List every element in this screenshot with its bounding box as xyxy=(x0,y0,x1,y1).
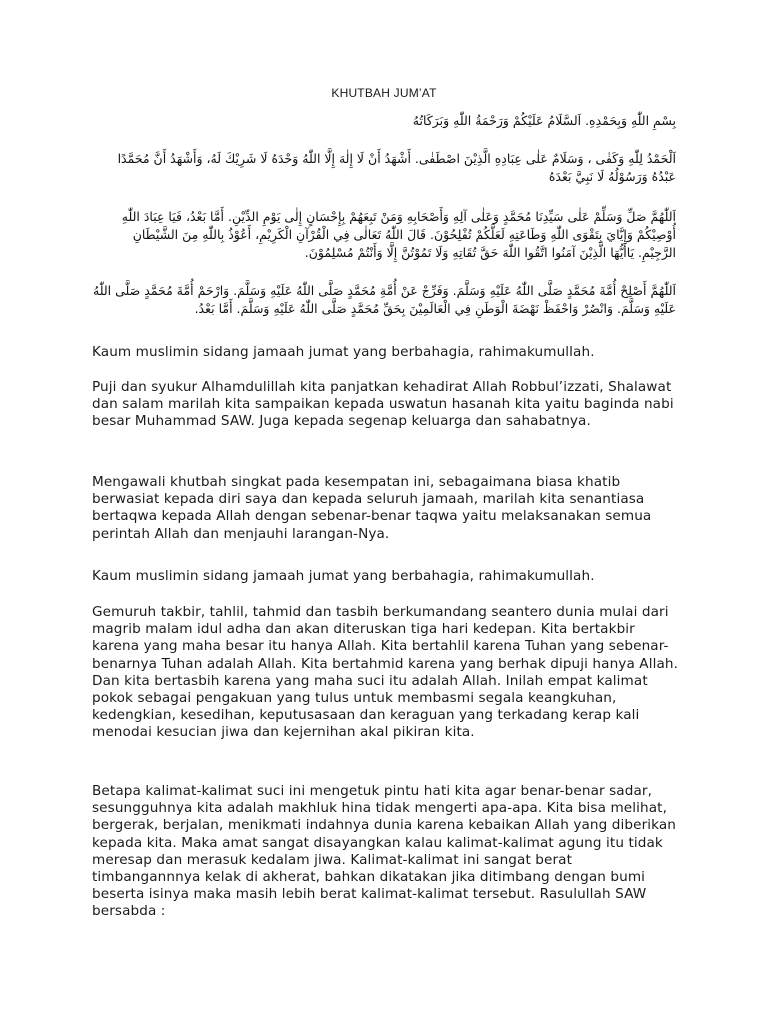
paragraph: Puji dan syukur Alhamdulillah kita panjatkan kehadirat Allah Robbul’izzati, Shalawat dan salam marilah kita sampaikan kepada uswatun hasanah kita yaitu baginda nabi besar Muhammad SAW. Juga kepada segenap keluarga dan sahabatnya. xyxy=(92,379,674,430)
arabic-shalawat: اَللّٰهُمَّ صَلِّ وَسَلِّمْ عَلٰى سَيِّدِنَا مُحَمَّدٍ وَعَلٰى آلِهِ وَأَصْحَابِهِ وَمَنْ تَبِعَهُمْ بِإِحْسَانٍ إِلٰى يَوْمِ الدِّيْنِ. أَمَّا بَعْدُ، فَيَا عِبَادَ اللّٰهِ أُوْصِيْكُمْ وَإِيَّايَ بِتَقْوَى اللّٰهِ وَطَاعَتِهِ لَعَلَّكُمْ تُفْلِحُوْنَ. قَالَ اللّٰهُ تَعَالٰى فِي الْقُرْآنِ الْكَرِيْمِ، أَعُوْذُ بِاللّٰهِ مِنَ الشَّيْطَانِ الرَّجِيْمِ. يَاأَيُّهَا الَّذِيْنَ آمَنُوا اتَّقُوا اللّٰهَ حَقَّ تُقَاتِهِ وَلَا تَمُوْتُنَّ إِلَّا وَأَنْتُمْ مُسْلِمُوْنَ. xyxy=(121,209,676,260)
arabic-opening: اَلْحَمْدُ لِلّٰهِ وَكَفٰى ، وَسَلَامٌ عَلٰى عِبَادِهِ الَّذِيْنَ اصْطَفٰى. أَشْهَدُ أَنْ لَا إِلٰهَ إِلَّا اللّٰهُ وَحْدَهُ لَا شَرِيْكَ لَهُ، وَأَشْهَدُ أَنَّ مُحَمَّدًا عَبْدُهُ وَرَسُوْلُهُ لَا نَبِيَّ بَعْدَهُ xyxy=(117,151,676,184)
paragraph: Gemuruh takbir, tahlil, tahmid dan tasbih berkumandang seantero dunia mulai dari magrib malam idul adha dan akan diteruskan tiga hari kedepan. Kita bertakbir karena yang maha besar itu hanya Allah. Kita bertahlil karena Tuhan yang sebenar-benarnya Tuhan adalah Allah. Kita bertahmid karena yang berhak dipuji hanya Allah. Dan kita bertasbih karena yang maha suci itu adalah Allah. Inilah empat kalimat pokok sebagai pengakuan yang tulus untuk membasmi segala keangkuhan, kedengkian, kesedihan, keputusasaan dan keraguan yang terkadang kerap kali menodai kesucian jiwa dan kejernihan akal pikiran kita. xyxy=(92,604,679,741)
paragraph: Kaum muslimin sidang jamaah jumat yang berbahagia, rahimakumullah. xyxy=(92,568,595,584)
paragraph: Betapa kalimat-kalimat suci ini mengetuk pintu hati kita agar benar-benar sadar, sesungguhnya kita adalah makhluk hina tidak mengerti apa-apa. Kita bisa melihat, bergerak, berjalan, menikmati indahnya dunia karena kebaikan Allah yang diberikan kepada kita. Maka amat sangat disayangkan kalau kalimat-kalimat agung itu tidak meresap dan merasuk kedalam jiwa. Kalimat-kalimat ini sangat berat timbangannnya kelak di akherat, bahkan dikatakan jika ditimbang dengan bumi beserta isinya maka masih lebih berat kalimat-kalimat tersebut. Rasulullah SAW bersabda : xyxy=(92,783,677,920)
paragraph: Mengawali khutbah singkat pada kesempatan ini, sebagaimana biasa khatib berwasiat kepada diri saya dan kepada seluruh jamaah, marilah kita senantiasa bertaqwa kepada Allah dengan sebenar-benar taqwa yaitu melaksanakan semua perintah Allah dan menjauhi larangan-Nya. xyxy=(92,474,652,542)
document-title: KHUTBAH JUM’AT xyxy=(331,86,437,100)
paragraph: Kaum muslimin sidang jamaah jumat yang berbahagia, rahimakumullah. xyxy=(92,344,595,360)
arabic-doa: اَللّٰهُمَّ أَصْلِحْ أُمَّةَ مُحَمَّدٍ صَلَّى اللّٰهُ عَلَيْهِ وَسَلَّمَ. وَفَرِّجْ عَنْ أُمَّةِ مُحَمَّدٍ صَلَّى اللّٰهُ عَلَيْهِ وَسَلَّمَ. وَارْحَمْ أُمَّةَ مُحَمَّدٍ صَلَّى اللّٰهُ عَلَيْهِ وَسَلَّمَ. وَانْصُرْ وَاحْفَظْ نَهْضَةَ الْوَطَنِ فِي الْعَالَمِيْنَ بِحَقِّ مُحَمَّدٍ صَلَّى اللّٰهُ عَلَيْهِ وَسَلَّمَ. أَمَّا بَعْدُ. xyxy=(93,283,676,316)
arabic-basmalah: بِسْمِ اللّٰهِ وَبِحَمْدِهِ. اَلسَّلَامُ عَلَيْكُمْ وَرَحْمَةُ اللّٰهِ وَبَرَكَاتُهُ xyxy=(412,113,676,128)
